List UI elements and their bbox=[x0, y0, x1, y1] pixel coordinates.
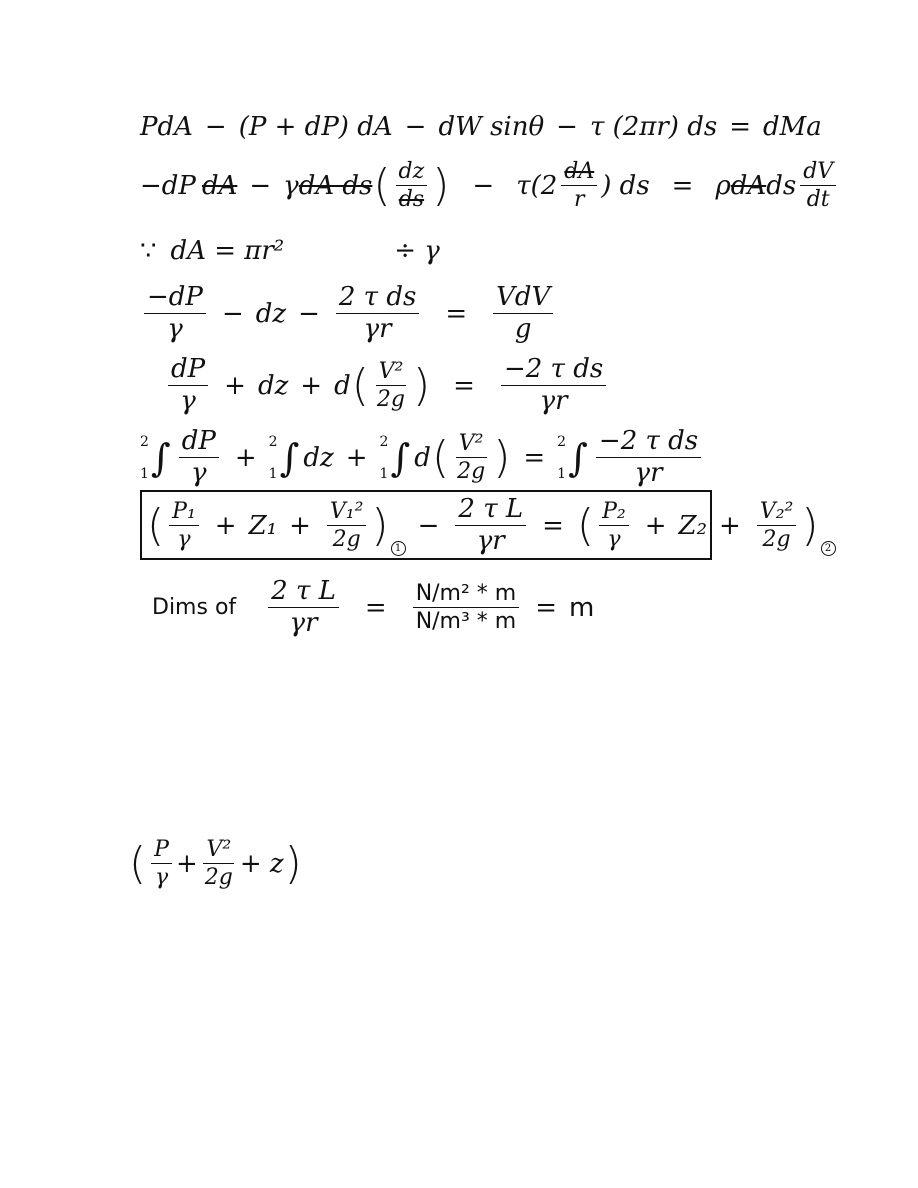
plus-sign: + bbox=[234, 442, 257, 473]
note-area-relation bbox=[140, 236, 440, 266]
close-paren: ) bbox=[432, 159, 450, 211]
fraction-head-loss bbox=[455, 496, 526, 556]
integral-sign: ∫ bbox=[279, 435, 300, 480]
term-shear-prefix: τ(2 bbox=[516, 170, 558, 201]
minus-sign: − bbox=[404, 112, 427, 142]
lower-bound: 1 bbox=[557, 465, 567, 482]
equals-sign: = bbox=[523, 442, 546, 473]
plus-sign: + bbox=[345, 442, 368, 473]
equals-sign: = bbox=[364, 592, 387, 623]
equals-sign: = bbox=[453, 370, 475, 401]
term-weight: dW sinθ bbox=[438, 112, 545, 142]
denominator: 2g bbox=[762, 527, 791, 553]
numerator: P bbox=[151, 838, 172, 864]
term-z2: Z₂ bbox=[678, 510, 708, 541]
close-paren: ) bbox=[801, 499, 819, 551]
fraction-shear bbox=[596, 428, 701, 488]
fraction-p-gamma bbox=[151, 838, 172, 889]
numerator: dz bbox=[396, 160, 428, 186]
close-paren: ) bbox=[493, 431, 511, 483]
fraction-v2-2g bbox=[454, 432, 488, 483]
denominator: r bbox=[574, 187, 585, 213]
denominator: γr bbox=[363, 314, 392, 345]
fraction-v1-2g bbox=[327, 500, 367, 551]
equals-sign: = bbox=[445, 298, 468, 329]
numerator: VdV bbox=[493, 284, 553, 314]
plus-sign: + bbox=[644, 510, 667, 541]
plus-sign: + bbox=[300, 370, 323, 401]
denominator: 2g bbox=[376, 387, 405, 413]
total-head-expression bbox=[128, 838, 303, 889]
open-paren: ( bbox=[147, 499, 165, 551]
plus-sign: + bbox=[719, 510, 741, 541]
term-dz: dz bbox=[303, 442, 334, 473]
denominator: γ bbox=[607, 527, 621, 553]
numerator: dV bbox=[800, 160, 836, 186]
term-rho: ρ bbox=[715, 170, 731, 201]
numerator: 2 τ ds bbox=[336, 284, 419, 314]
fraction-vdv-g bbox=[493, 284, 553, 344]
area-formula: dA = πr² bbox=[170, 236, 285, 266]
numerator: N/m² * m bbox=[413, 582, 520, 608]
fraction-head-loss bbox=[268, 578, 339, 638]
numerator: −dP bbox=[144, 284, 206, 314]
denominator: g bbox=[514, 314, 532, 345]
open-paren: ( bbox=[431, 431, 450, 483]
term-dp: −dP bbox=[140, 170, 196, 201]
fraction-shear bbox=[336, 284, 419, 344]
term-dz: dz bbox=[257, 370, 289, 401]
numerator: P₁ bbox=[169, 500, 199, 526]
fraction-v2-2g bbox=[202, 838, 236, 889]
denominator: γ bbox=[167, 314, 183, 345]
plus-sign: + bbox=[214, 510, 237, 541]
open-paren: ( bbox=[129, 837, 147, 889]
upper-bound: 2 bbox=[140, 433, 149, 450]
equation-substituted bbox=[140, 160, 840, 211]
minus-sign: − bbox=[249, 170, 272, 201]
fraction-dv-dt bbox=[800, 160, 836, 211]
equation-divided-by-gamma bbox=[140, 284, 557, 344]
term-z: + z bbox=[239, 848, 284, 879]
denominator: γ bbox=[180, 386, 196, 417]
numerator: V₂² bbox=[757, 500, 797, 526]
fraction-dz-ds bbox=[396, 160, 428, 211]
numerator: 2 τ L bbox=[455, 496, 526, 526]
upper-bound: 2 bbox=[379, 433, 389, 450]
denominator: γ bbox=[155, 865, 169, 891]
fraction-v2-2g bbox=[374, 360, 408, 411]
integral-1-2 bbox=[140, 434, 171, 482]
equation-differential-form bbox=[164, 356, 610, 416]
numerator: V² bbox=[376, 360, 407, 386]
equals-sign: = bbox=[671, 170, 694, 201]
fraction-shear bbox=[501, 356, 606, 416]
term-d: d bbox=[334, 370, 351, 401]
equals-sign: = bbox=[535, 592, 558, 623]
plus-sign: + bbox=[175, 848, 198, 879]
denominator: 2g bbox=[332, 527, 361, 553]
cancelled-da-rhs: dA bbox=[730, 170, 767, 201]
close-paren: ) bbox=[413, 359, 431, 411]
minus-sign: − bbox=[221, 298, 244, 329]
minus-sign: − bbox=[204, 112, 227, 142]
lower-bound: 1 bbox=[379, 465, 389, 482]
denominator: 2g bbox=[204, 865, 233, 891]
denominator: γ bbox=[191, 458, 207, 489]
dims-label: Dims of bbox=[152, 595, 237, 621]
minus-sign: − bbox=[298, 298, 320, 329]
minus-sign: − bbox=[472, 170, 495, 201]
open-paren: ( bbox=[373, 159, 391, 211]
close-paren: ) bbox=[371, 499, 389, 551]
open-paren: ( bbox=[351, 359, 369, 411]
denominator: γr bbox=[539, 386, 568, 417]
numerator: V² bbox=[456, 432, 487, 458]
point-1-marker: 1 bbox=[391, 541, 406, 556]
denominator: dt bbox=[806, 187, 830, 213]
cancelled-da: dA bbox=[201, 170, 238, 201]
cancelled-da-ds: dA ds bbox=[298, 170, 373, 201]
dimensions-check bbox=[152, 578, 594, 638]
numerator: dP bbox=[179, 428, 219, 458]
fraction-dp-gamma bbox=[179, 428, 219, 488]
integral-1-2 bbox=[269, 434, 300, 482]
integral-sign: ∫ bbox=[390, 435, 411, 480]
numerator: −2 τ ds bbox=[501, 356, 606, 386]
fraction-v2-2g bbox=[757, 500, 797, 551]
point-2-marker: 2 bbox=[821, 541, 836, 556]
denominator: γr bbox=[289, 608, 318, 639]
term-inertia: dMa bbox=[762, 112, 822, 142]
numerator: V² bbox=[203, 838, 234, 864]
equals-sign: = bbox=[542, 510, 564, 541]
divide-by-gamma: ÷ γ bbox=[394, 236, 440, 266]
integral-sign: ∫ bbox=[568, 435, 588, 480]
fraction-p2-gamma bbox=[599, 500, 629, 551]
plus-sign: + bbox=[224, 370, 246, 401]
term-ds: ds bbox=[766, 170, 797, 201]
denominator: N/m³ * m bbox=[415, 609, 517, 635]
minus-sign: − bbox=[417, 510, 440, 541]
open-paren: ( bbox=[576, 499, 595, 551]
denominator: ds bbox=[398, 187, 425, 213]
upper-bound: 2 bbox=[268, 433, 278, 450]
integral-1-2 bbox=[557, 434, 588, 482]
equation-force-balance bbox=[140, 112, 822, 142]
term-z1: Z₁ bbox=[248, 510, 278, 541]
fraction-p1-gamma bbox=[169, 500, 199, 551]
integral-sign: ∫ bbox=[150, 435, 171, 480]
lower-bound: 1 bbox=[140, 465, 149, 482]
numerator: −2 τ ds bbox=[596, 428, 701, 458]
lower-bound: 1 bbox=[268, 465, 278, 482]
numerator: 2 τ L bbox=[268, 578, 339, 608]
term-shear-suffix: ) ds bbox=[601, 170, 650, 201]
denominator: 2g bbox=[457, 459, 486, 485]
integral-1-2 bbox=[380, 434, 411, 482]
term-d: d bbox=[414, 442, 431, 473]
fraction-dp-gamma bbox=[168, 356, 208, 416]
numerator: dP bbox=[168, 356, 208, 386]
term-dz: dz bbox=[255, 298, 287, 329]
dims-result: m bbox=[569, 592, 595, 623]
term-pressure-force: PdA bbox=[140, 112, 193, 142]
denominator: γr bbox=[634, 458, 663, 489]
term-shear: τ (2πr) ds bbox=[589, 112, 718, 142]
equation-energy-result bbox=[146, 496, 836, 556]
minus-sign: − bbox=[556, 112, 578, 142]
term-gamma: γ bbox=[283, 170, 299, 201]
term-downstream-pressure: (P + dP) dA bbox=[238, 112, 393, 142]
fraction-da-r bbox=[561, 160, 597, 211]
denominator: γ bbox=[177, 527, 191, 553]
fraction-dp-gamma bbox=[144, 284, 206, 344]
denominator: γr bbox=[476, 526, 505, 557]
plus-sign: + bbox=[289, 510, 311, 541]
close-paren: ) bbox=[284, 837, 302, 889]
upper-bound: 2 bbox=[557, 433, 567, 450]
because-symbol: ∵ bbox=[140, 236, 157, 266]
equals-sign: = bbox=[729, 112, 751, 142]
numerator: P₂ bbox=[599, 500, 629, 526]
numerator: V₁² bbox=[327, 500, 367, 526]
fraction-units bbox=[413, 582, 520, 633]
numerator: dA bbox=[561, 160, 597, 186]
equation-integrated bbox=[140, 428, 705, 488]
